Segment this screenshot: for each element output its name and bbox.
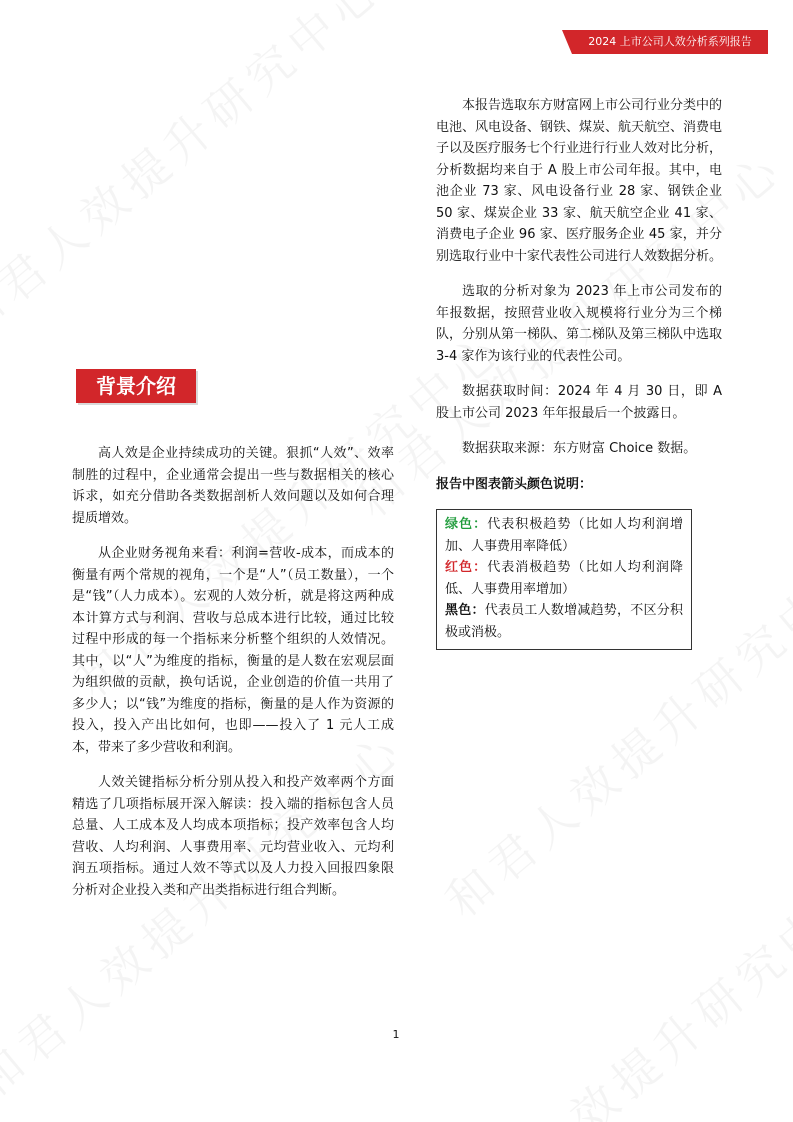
legend-key-green: 绿色： (445, 517, 488, 532)
watermark-text (430, 853, 793, 1122)
paragraph: 人效关键指标分析分别从投入和投产效率两个方面精选了几项指标展开深入解读：投入端的指标包含人员总量、人工成本及人均成本项指标；投产效率包含人均营收、人均利润、人事费用率、元均营业收入、元均利润五项指标。通过人效不等式以及人力投入回报四象限分析对企业投入类和产出类指标进行组合判断。 (72, 775, 394, 898)
paragraph: 数据获取时间：2024 年 4 月 30 日，即 A 股上市公司 2023 年年报最后一个披露日。 (436, 384, 722, 421)
right-column (436, 95, 722, 650)
legend-title: 报告中图表箭头颜色说明： (436, 476, 593, 492)
paragraph: 高人效是企业持续成功的关键。狠抓“人效”、效率制胜的过程中，企业通常会提出一些与数据相关的核心诉求，如充分借助各类数据剖析人效问题以及如何合理提质增效。 (72, 446, 394, 526)
paragraph: 从企业财务视角来看：利润=营收-成本，而成本的衡量有两个常规的视角，一个是“人”（员工数量），一个是“钱”（人力成本）。宏观的人效分析，就是将这两种成本计算方式与利润、营收与总成本进行比较，通过比较过程中形成的每一个指标来分析整个组织的人效情况。其中，以“人”为维度的指标，衡量的是人数在宏观层面为组织做的贡献，换句话说，企业创造的价值一共用了多少人；以“钱”为维度的指标，衡量的是人作为资源的投入，投入产出比如何，也即——投入了 1 元人工成本，带来了多少营收和利润。 (72, 546, 394, 755)
legend-text: 代表消极趋势（比如人均利润降低、人事费用率增加） (445, 560, 683, 597)
legend-item-red (445, 557, 683, 600)
legend-text: 代表积极趋势（比如人均利润增加、人事费用率降低） (445, 517, 683, 554)
paragraph: 本报告选取东方财富网上市公司行业分类中的电池、风电设备、钢铁、煤炭、航天航空、消费电子以及医疗服务七个行业进行行业人效对比分析，分析数据均来自于 A 股上市公司年报。其中，电池企业 73 家、风电设备行业 28 家、钢铁企业 50 家、煤炭企业 33 家、航天航空企业 41 家、消费电子企业 96 家、医疗服务企业 45 家，并分别选取行业中十家代表性公司进行人效数据分析。 (436, 98, 723, 264)
legend-key-black: 黑色： (445, 603, 485, 618)
legend-key-red: 红色： (445, 560, 488, 575)
paragraph: 选取的分析对象为 2023 年上市公司发布的年报数据，按照营业收入规模将行业分为三个梯队，分别从第一梯队、第二梯队及第三梯队中选取 3-4 家作为该行业的代表性公司。 (436, 284, 723, 364)
section-title: 背景介绍 (76, 369, 196, 403)
legend-item-green (445, 514, 683, 557)
report-series-badge: 2024 上市公司人效分析系列报告 (572, 30, 768, 54)
page-number: 1 (392, 1028, 400, 1041)
left-column (72, 443, 394, 915)
legend-item-black (445, 600, 683, 643)
legend-text: 代表员工人数增减趋势，不区分积极或消极。 (445, 603, 683, 640)
arrow-color-legend (436, 509, 692, 650)
paragraph: 数据获取来源：东方财富 Choice 数据。 (462, 441, 697, 456)
watermark-text (0, 0, 396, 351)
